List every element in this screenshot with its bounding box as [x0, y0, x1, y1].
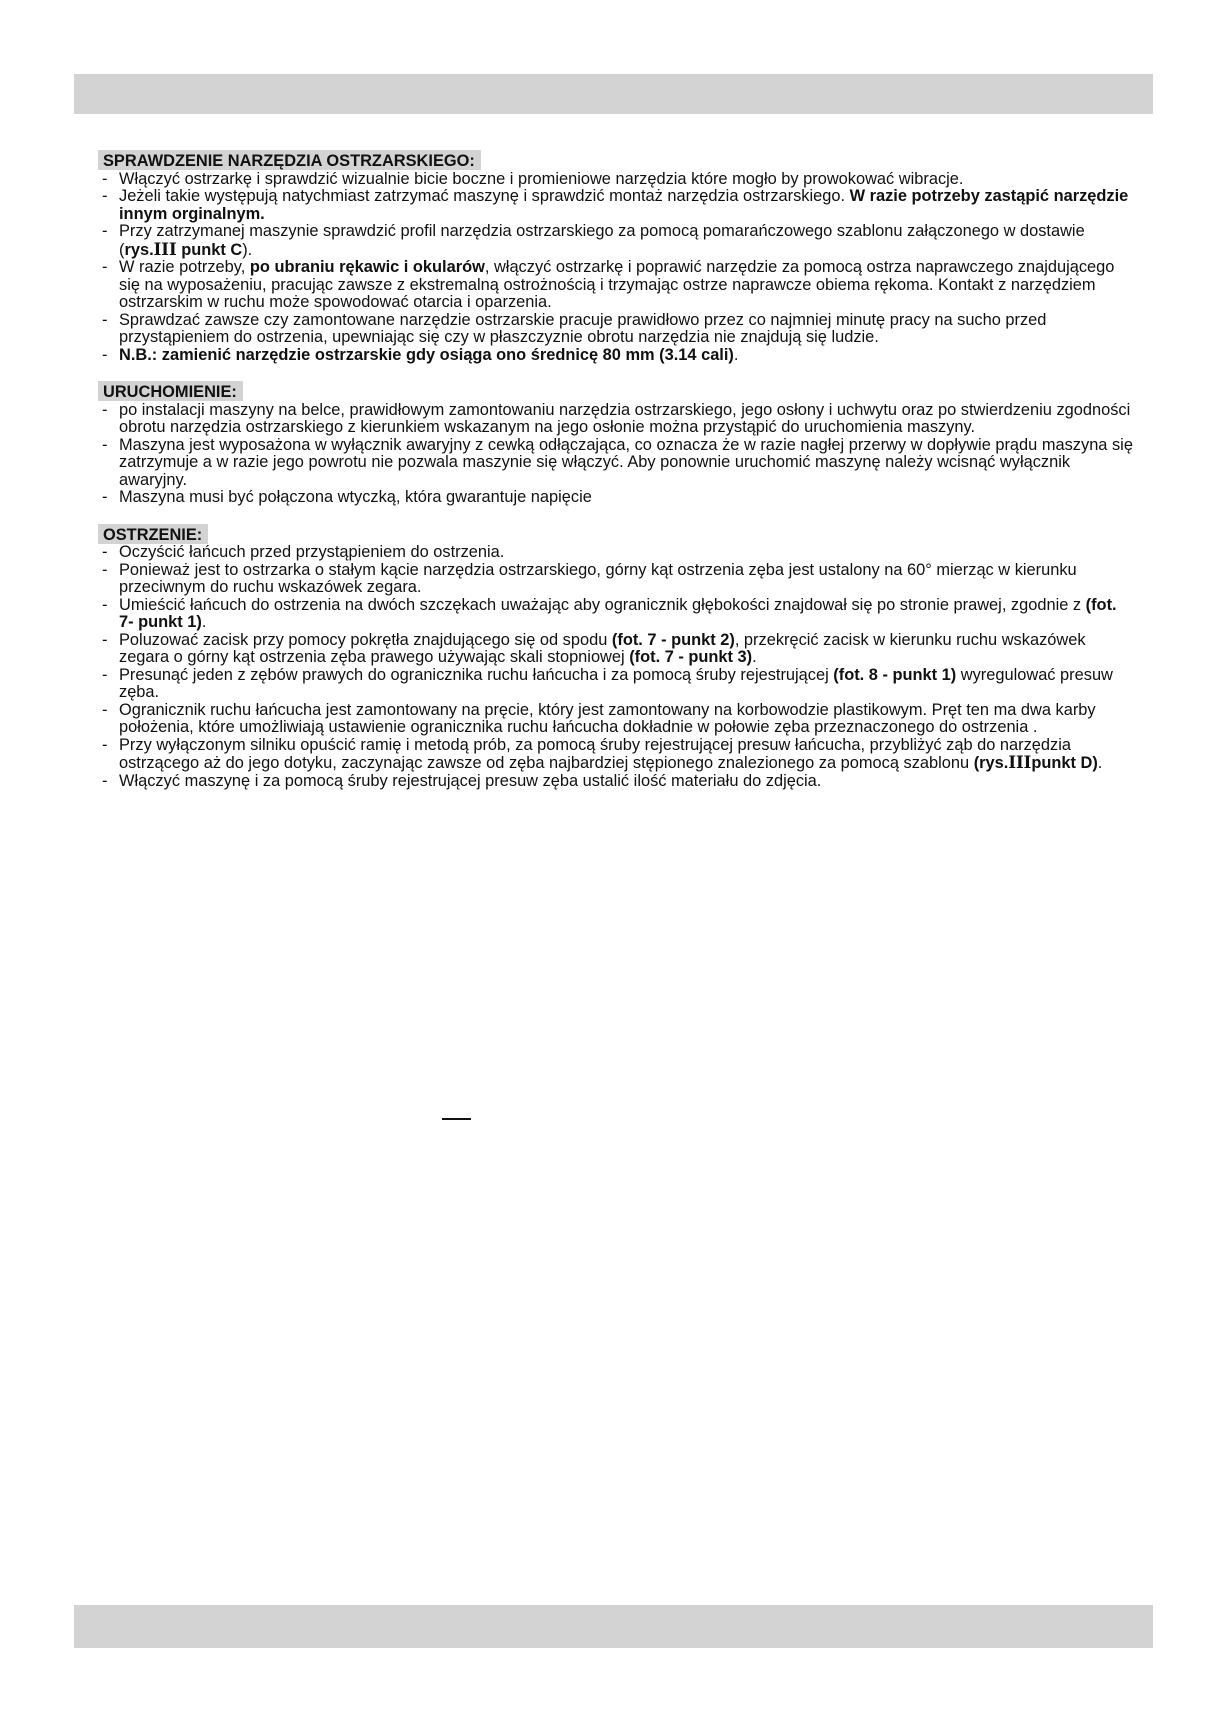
list-item	[100, 312, 1134, 347]
short-rule	[442, 1118, 471, 1120]
text-run: Ogranicznik ruchu łańcucha jest zamontowany na pręcie, który jest zamontowany na korbowodzie plastikowym. Pręt ten ma dwa karby położenia, które umożliwiają ustawienie ogranicznika ruchu łańcucha dokładnie w połowie zęba przeznaczonego do ostrzenia .	[119, 700, 1096, 736]
list-item	[100, 544, 1134, 562]
text-run: Presunąć jeden z zębów prawych do ogranicznika ruchu łańcucha i za pomocą śruby rejestrującej	[119, 665, 834, 684]
list-item	[100, 347, 1134, 365]
document-body	[100, 150, 1134, 807]
text-run: Ponieważ jest to ostrzarka o stałym kącie narzędzia ostrzarskiego, górny kąt ostrzenia zęba jest ustalony na 60° mierząc w kierunku przeciwnym do ruchu wskazówek zegara.	[119, 560, 1077, 596]
text-run: .	[201, 613, 207, 631]
list-item	[100, 223, 1134, 259]
list-item	[100, 702, 1134, 737]
list-item	[100, 737, 1134, 773]
text-run: Przy wyłączonym silniku opuścić ramię i metodą prób, za pomocą śruby rejestrującej presuw łańcucha, przybliżyć ząb do narzędzia ostrzącego aż do jego dotyku, zaczynając zawsze od zęba najbardziej stępionego znalezionego za pomocą szablonu	[119, 735, 1071, 772]
text-run: W razie potrzeby,	[119, 258, 250, 276]
section-sharpening	[100, 524, 1134, 791]
text-run: wyregulować presuw zęba.	[119, 665, 1113, 701]
text-run: III	[153, 239, 177, 259]
text-run: po instalacji maszyny na belce, prawidłowym zamontowaniu narzędzia ostrzarskiego, jego osłony i uchwytu oraz po stwierdzeniu zgodności obrotu narzędzia ostrzarskiego z kierunkiem wskazanym na jego osłonie można przystąpić do uruchomienia maszyny.	[119, 400, 1131, 436]
list-item	[100, 402, 1134, 437]
bold-text: (fot. 7 - punkt 2)	[611, 630, 735, 649]
bold-text: (fot. 7 - punkt 3)	[629, 648, 753, 666]
text-run: .	[1097, 754, 1103, 772]
bold-text: punkt D)	[1031, 754, 1098, 772]
text-run: .	[752, 648, 757, 666]
text-run: Włączyć ostrzarkę i sprawdzić wizualnie bicie boczne i promieniowe narzędzia które mogło by prowokować wibracje.	[119, 169, 964, 188]
text-run: Jeżeli takie występują natychmiast zatrzymać maszynę i sprawdzić montaż narzędzia ostrzarskiego.	[119, 187, 850, 205]
section-heading: SPRAWDZENIE NARZĘDZIA OSTRZARSKIEGO:	[98, 150, 481, 170]
text-run: Przy zatrzymanej maszynie sprawdzić profil narzędzia ostrzarskiego za pomocą pomarańczowego szablonu załączonego w dostawie (	[119, 222, 1085, 259]
bold-text: N.B.: zamienić narzędzie ostrzarskie gdy osiąga ono średnicę 80 mm (3.14 cali)	[119, 345, 734, 364]
instruction-list	[100, 544, 1134, 790]
header-band	[74, 74, 1153, 114]
list-item	[100, 437, 1134, 490]
section-startup	[100, 381, 1134, 507]
bold-text: W razie potrzeby zastąpić narzędzie innym orginalnym.	[119, 187, 1129, 223]
list-item	[100, 171, 1134, 189]
list-item	[100, 632, 1134, 667]
list-item	[100, 667, 1134, 702]
section-heading: URUCHOMIENIE:	[98, 381, 243, 401]
bold-text: po ubraniu rękawic i okularów	[249, 258, 485, 276]
text-run: .	[733, 345, 739, 364]
text-run: Maszyna musi być połączona wtyczką, która gwarantuje napięcie	[119, 488, 592, 506]
text-run: Poluzować zacisk przy pomocy pokrętła znajdującego się od spodu	[119, 630, 612, 649]
list-item	[100, 562, 1134, 597]
section-tool-check	[100, 150, 1134, 364]
text-run: Maszyna jest wyposażona w wyłącznik awaryjny z cewką odłączająca, co oznacza że w razie nagłej przerwy w dopływie prądu maszyna się zatrzymuje a w razie jego powrotu nie pozwala maszynie się włączyć. Aby ponownie uruchomić maszynę należy wcisnąć wyłącznik awaryjny.	[119, 435, 1133, 489]
bold-text: punkt C	[176, 240, 243, 259]
text-run: , włączyć ostrzarkę i poprawić narzędzie za pomocą ostrza naprawczego znajdującego się na wyposażeniu, pracując zawsze z ekstremalną ostrożnością i trzymając ostrze naprawcze obiema rękoma. Kontakt z narzędziem ostrzarskim w ruchu może spowodować otarcia i oparzenia.	[119, 258, 1115, 311]
section-heading: OSTRZENIE:	[98, 524, 208, 544]
list-item	[100, 489, 1134, 507]
bold-text: (rys.	[973, 754, 1009, 772]
list-item	[100, 188, 1134, 223]
instruction-list	[100, 402, 1134, 507]
footer-band	[74, 1605, 1153, 1648]
text-run: Sprawdzać zawsze czy zamontowane narzędzie ostrzarskie pracuje prawidłowo przez co najmniej minutę pracy na sucho przed przystąpieniem do ostrzenia, upewniając się czy w płaszczyznie obrotu narzędzia nie znajdują się ludzie.	[119, 310, 1047, 346]
text-run: Oczyścić łańcuch przed przystąpieniem do ostrzenia.	[119, 543, 505, 561]
text-run: Włączyć maszynę i za pomocą śruby rejestrującej presuw zęba ustalić ilość materiału do zdjęcia.	[119, 771, 822, 790]
list-item	[100, 597, 1134, 632]
bold-text: rys.	[124, 240, 154, 259]
instruction-list	[100, 171, 1134, 365]
bold-text: (fot. 7- punkt 1)	[119, 595, 1117, 631]
text-run: III	[1008, 753, 1032, 772]
text-run: Umieścić łańcuch do ostrzenia na dwóch szczękach uważając aby ogranicznik głębokości znajdował się po stronie prawej, zgodnie z	[119, 595, 1086, 614]
list-item	[100, 259, 1134, 312]
text-run: ).	[242, 240, 253, 259]
bold-text: (fot. 8 - punkt 1)	[833, 665, 957, 684]
text-run: , przekręcić zacisk w kierunku ruchu wskazówek zegara o górny kąt ostrzenia zęba prawego używając skali stopniowej	[119, 630, 1086, 666]
list-item	[100, 773, 1134, 791]
